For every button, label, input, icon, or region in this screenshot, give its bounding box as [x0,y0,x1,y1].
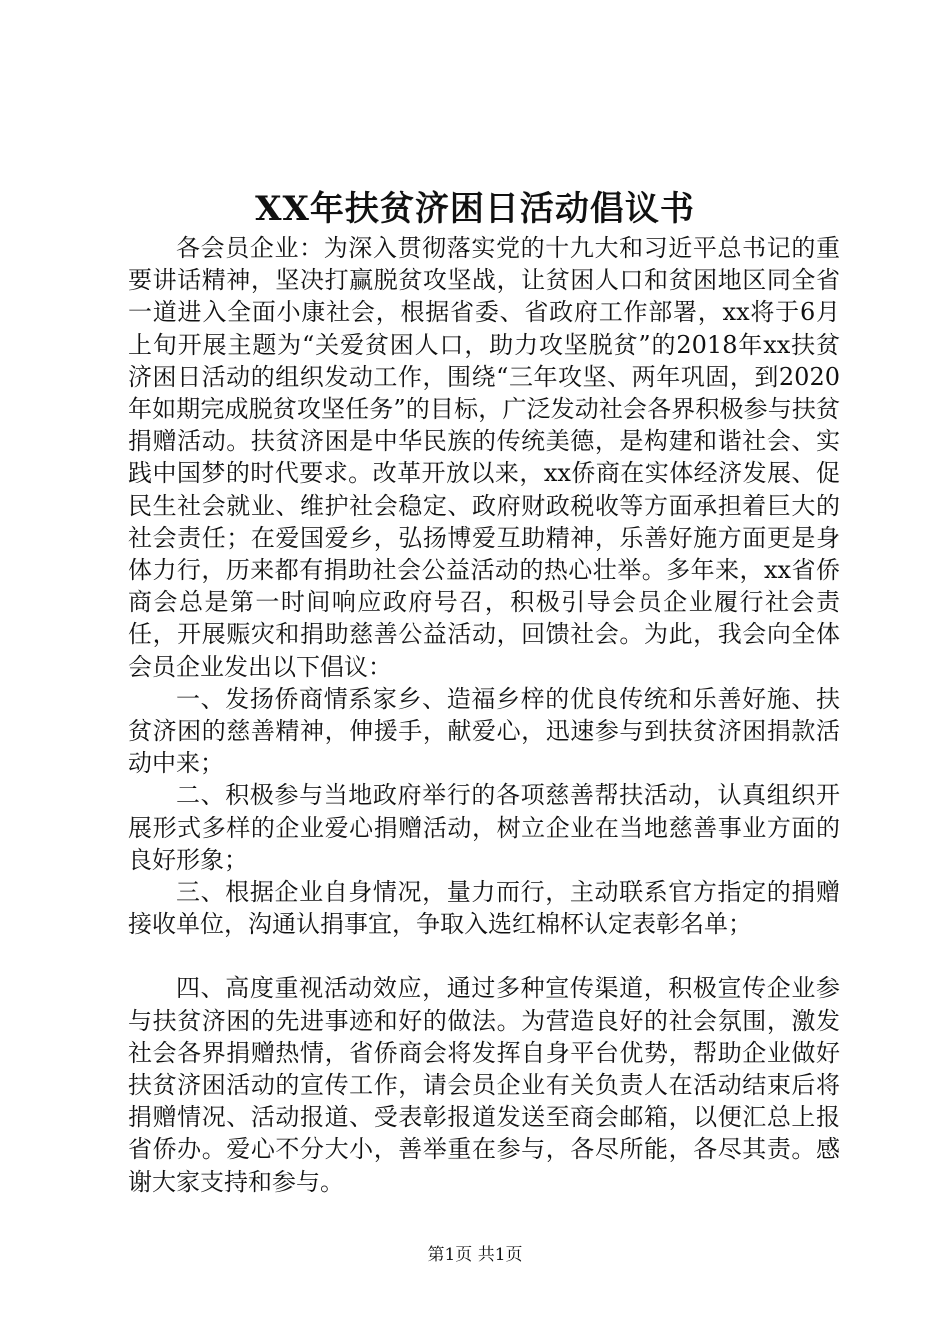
page-number-footer: 第1页 共1页 [427,1245,523,1265]
paragraph-proposal-2: 二、积极参与当地政府举行的各项慈善帮扶活动，认真组织开展形式多样的企业爱心捐赠活动，树立企业在当地慈善事业方面的良好形象； [128,781,840,874]
paragraph-proposal-1: 一、发扬侨商情系家乡、造福乡梓的优良传统和乐善好施、扶贫济困的慈善精神，伸援手，献爱心，迅速参与到扶贫济困捐款活动中来； [128,684,840,778]
document-title: XX年扶贫济困日活动倡议书 [255,189,695,229]
paragraph-proposal-4: 四、高度重视活动效应，通过多种宣传渠道，积极宣传企业参与扶贫济困的先进事迹和好的做法。为营造良好的社会氛围，激发社会各界捐赠热情，省侨商会将发挥自身平台优势，帮助企业做好扶贫济困活动的宣传工作，请会员企业有关负责人在活动结束后将捐赠情况、活动报道、受表彰报道发送至商会邮箱，以便汇总上报省侨办。爱心不分大小，善举重在参与，各尽所能，各尽其责。感谢大家支持和参与。 [128,974,840,1196]
paragraph-intro: 各会员企业：为深入贯彻落实党的十九大和习近平总书记的重要讲话精神，坚决打赢脱贫攻坚战，让贫困人口和贫困地区同全省一道进入全面小康社会，根据省委、省政府工作部署，xx将于6月上旬开展主题为“关爱贫困人口，助力攻坚脱贫”的2018年xx扶贫济困日活动的组织发动工作，围绕“三年攻坚、两年巩固，到2020年如期完成脱贫攻坚任务”的目标，广泛发动社会各界积极参与扶贫捐赠活动。扶贫济困是中华民族的传统美德，是构建和谐社会、实践中国梦的时代要求。改革开放以来，xx侨商在实体经济发展、促民生社会就业、维护社会稳定、政府财政税收等方面承担着巨大的社会责任；在爱国爱乡，弘扬博爱互助精神，乐善好施方面更是身体力行，历来都有捐助社会公益活动的热心壮举。多年来，xx省侨商会总是第一时间响应政府号召，积极引导会员企业履行社会责任，开展赈灾和捐助慈善公益活动，回馈社会。为此，我会向全体会员企业发出以下倡议： [128,234,840,681]
paragraph-proposal-3: 三、根据企业自身情况，量力而行，主动联系官方指定的捐赠接收单位，沟通认捐事宜，争取入选红棉杯认定表彰名单； [128,878,840,939]
document-body [128,232,840,1198]
